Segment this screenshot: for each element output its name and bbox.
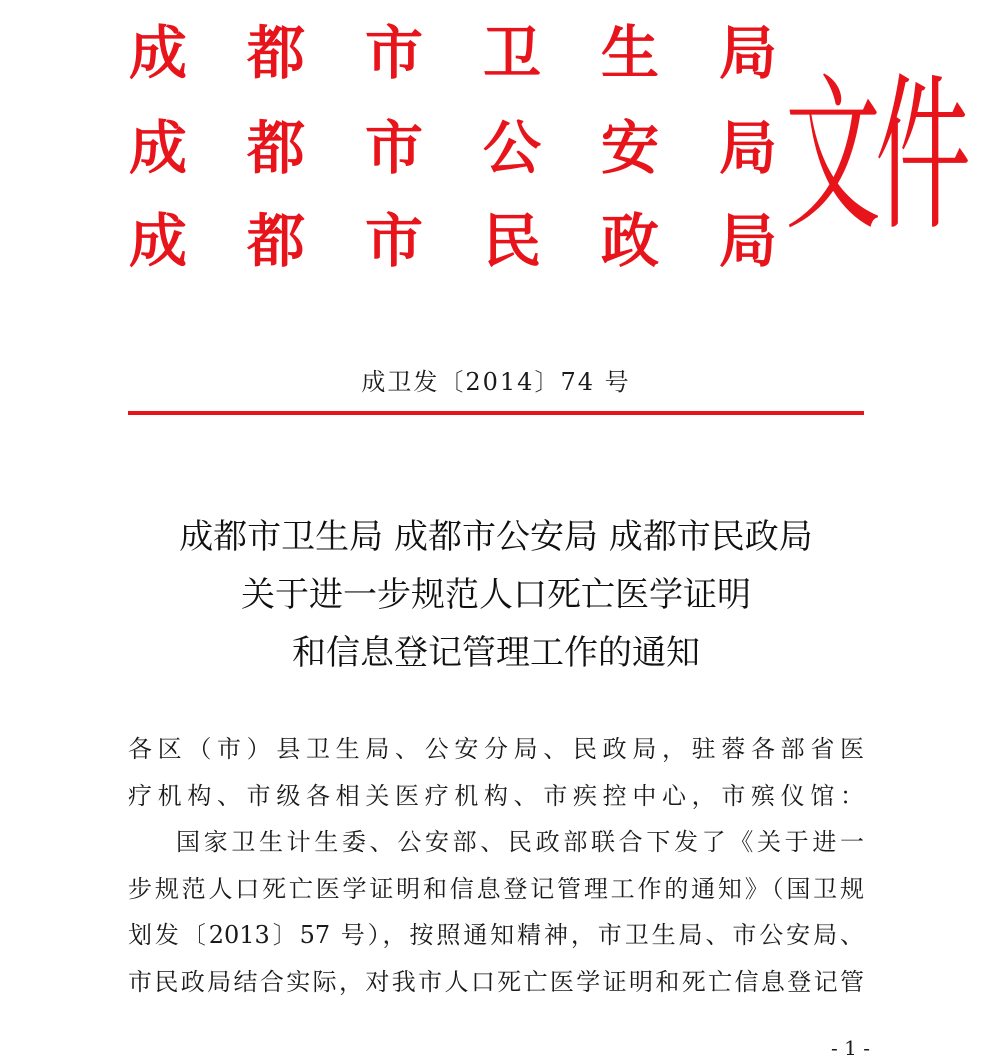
paragraph-line: 划发〔2013〕57 号），按照通知精神，市卫生局、市公安局、 — [128, 921, 864, 949]
title-line-2: 关于进一步规范人口死亡医学证明 — [241, 575, 751, 615]
addressee-line: 各区（市）县卫生局、公安分局、民政局，驻蓉各部省医 — [128, 735, 864, 763]
addressee — [128, 726, 864, 819]
paragraph-1 — [128, 819, 864, 1005]
red-divider — [128, 411, 864, 415]
document-type-label: 文件 — [785, 58, 965, 254]
agency-char: 安 — [600, 114, 659, 182]
addressee-line: 疗机构、市级各相关医疗机构、市疾控中心，市殡仪馆： — [128, 781, 864, 810]
agency-line-health-bureau — [128, 12, 778, 94]
agency-char: 都 — [246, 19, 305, 87]
agency-char: 都 — [246, 207, 305, 275]
paragraph-line: 国家卫生计生委、公安部、民政部联合下发了《关于进一 — [176, 828, 864, 856]
document-body — [128, 726, 864, 1005]
agency-char: 市 — [364, 114, 423, 182]
agency-line-civil-affairs-bureau — [128, 200, 778, 282]
paragraph-line: 步规范人口死亡医学证明和信息登记管理工作的通知》（国卫规 — [128, 874, 864, 903]
agency-char: 卫 — [482, 19, 541, 87]
agency-char: 局 — [718, 114, 777, 182]
title-line-1: 成都市卫生局 成都市公安局 成都市民政局 — [179, 517, 813, 557]
agency-char: 局 — [718, 19, 777, 87]
page-number: - 1 - — [831, 1036, 870, 1060]
agency-char: 成 — [128, 207, 187, 275]
agency-char: 政 — [600, 207, 659, 275]
paragraph-line: 市民政局结合实际，对我市人口死亡医学证明和死亡信息登记管 — [128, 967, 864, 996]
red-header — [128, 12, 965, 275]
agency-char: 生 — [600, 19, 659, 87]
document-title — [128, 508, 864, 682]
document-number: 成卫发〔2014〕74 号 — [361, 368, 631, 396]
agency-char: 市 — [364, 19, 423, 87]
agency-char: 成 — [128, 114, 187, 182]
agency-char: 都 — [246, 114, 305, 182]
agency-char: 成 — [128, 19, 187, 87]
agency-char: 局 — [718, 207, 777, 275]
agency-char: 民 — [482, 207, 541, 275]
title-line-3: 和信息登记管理工作的通知 — [292, 633, 700, 673]
agency-line-public-security-bureau — [128, 107, 778, 189]
agency-char: 市 — [364, 207, 423, 275]
agency-char: 公 — [482, 114, 541, 182]
